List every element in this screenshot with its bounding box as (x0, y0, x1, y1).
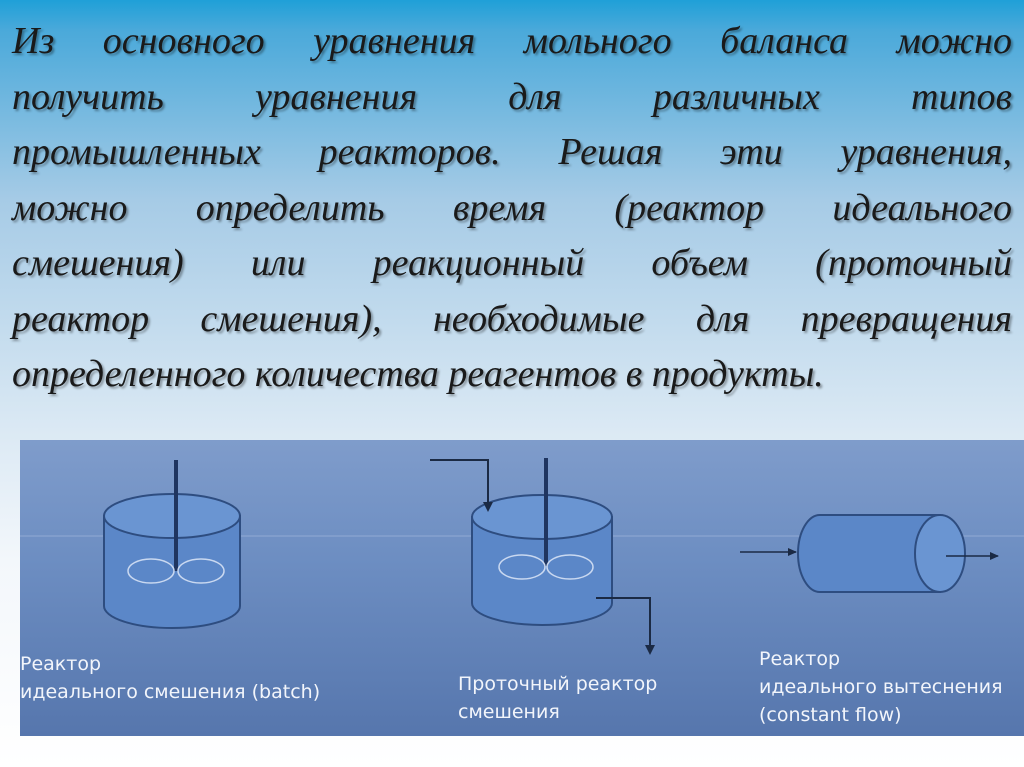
paragraph-line-3: промышленных реакторов. Решая эти уравнения, (12, 131, 1012, 173)
batch-label-line-2: идеального смешения (batch) (20, 681, 321, 703)
cstr-reactor-vessel (430, 458, 650, 653)
batch-reactor-vessel (104, 460, 240, 628)
paragraph-line-2: получить уравнения для различных типов (12, 75, 1012, 118)
pfr-label-line-2: идеального вытеснения (759, 676, 1003, 698)
pfr-reactor-vessel (740, 515, 998, 592)
paragraph-line-1: Из основного уравнения мольного баланса можно (12, 20, 1012, 62)
cstr-label-line-1: Проточный реактор (458, 673, 658, 695)
pfr-label-line-1: Реактор (759, 648, 841, 670)
paragraph-line-5: смешения) или реакционный объем (проточный (12, 242, 1012, 284)
pfr-label-line-3: (constant flow) (759, 704, 902, 726)
reactor-diagram-panel (20, 440, 1024, 736)
paragraph-line-6: реактор смешения), необходимые для превращения (12, 297, 1012, 340)
cstr-reactor-label (458, 670, 657, 726)
batch-label-line-1: Реактор (20, 653, 102, 675)
pfr-reactor-label (759, 645, 1003, 729)
cstr-inlet-arrow (430, 460, 488, 510)
batch-reactor-label (20, 650, 320, 706)
cstr-label-line-2: смешения (458, 701, 560, 723)
description-paragraph (12, 14, 1012, 403)
paragraph-line-4: можно определить время (реактор идеального (12, 186, 1012, 229)
paragraph-line-7: определенного количества реагентов в продукты. (12, 353, 824, 395)
